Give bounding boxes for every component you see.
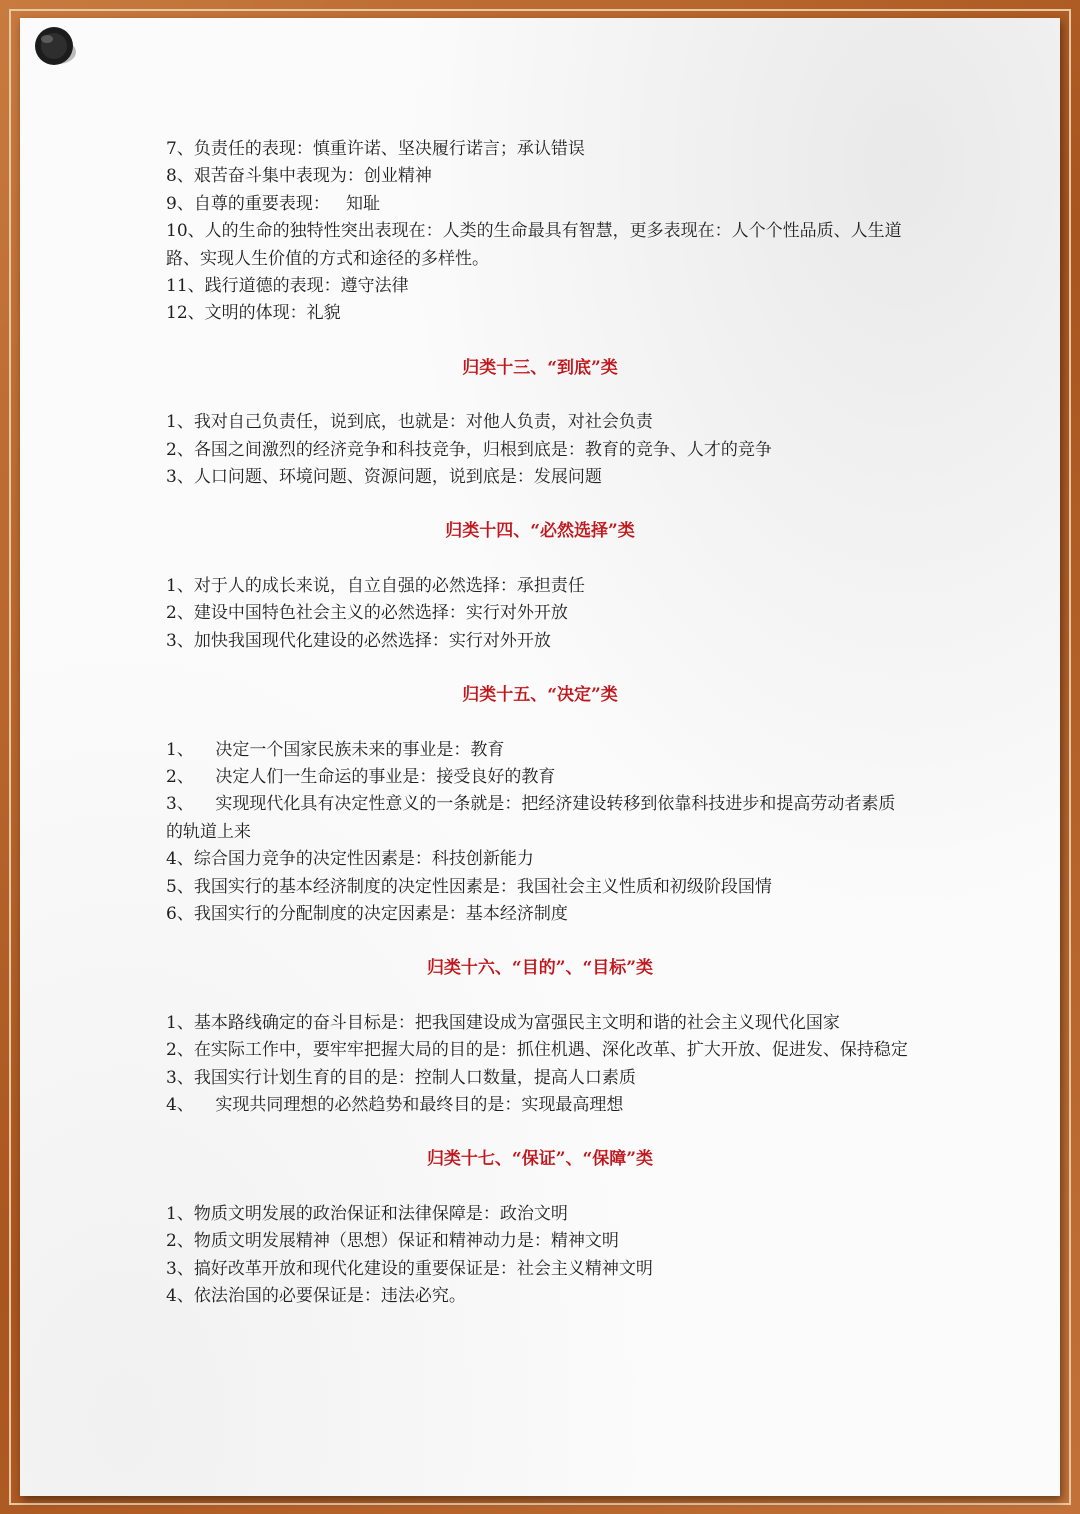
list-item: 3、我国实行计划生育的目的是：控制人口数量，提高人口素质 bbox=[166, 1067, 636, 1088]
section-heading-16: 归类十六、“目的”、“目标”类 bbox=[426, 958, 654, 979]
section-16-list bbox=[166, 1010, 926, 1120]
list-item: 2、物质文明发展精神（思想）保证和精神动力是：精神文明 bbox=[166, 1231, 619, 1252]
list-item: 10、人的生命的独特性突出表现在：人类的生命最具有智慧，更多表现在：人个个性品质、人生道路、实现人生价值的方式和途径的多样性。 bbox=[166, 221, 902, 269]
list-item: 4、综合国力竞争的决定性因素是：科技创新能力 bbox=[166, 849, 534, 870]
list-item: 3、 实现现代化具有决定性意义的一条就是：把经济建设转移到依靠科技进步和提高劳动者素质 的轨道上来 bbox=[166, 794, 918, 842]
list-item: 1、物质文明发展的政治保证和法律保障是：政治文明 bbox=[166, 1203, 568, 1224]
section-17-list bbox=[166, 1201, 926, 1311]
list-item: 12、文明的体现：礼貌 bbox=[166, 303, 341, 324]
section-14-list bbox=[166, 573, 926, 655]
list-item: 3、人口问题、环境问题、资源问题，说到底是：发展问题 bbox=[166, 467, 602, 488]
list-item: 7、负责任的表现：慎重许诺、坚决履行诺言；承认错误 bbox=[166, 139, 585, 159]
section-heading-15: 归类十五、“决定”类 bbox=[462, 685, 618, 706]
list-item: 11、践行道德的表现：遵守法律 bbox=[166, 276, 409, 297]
list-item: 1、基本路线确定的奋斗目标是：把我国建设成为富强民主文明和谐的社会主义现代化国家 bbox=[166, 1012, 840, 1033]
document-body bbox=[166, 136, 926, 1310]
list-item: 5、我国实行的基本经济制度的决定性因素是：我国社会主义性质和初级阶段国情 bbox=[166, 876, 772, 897]
list-item: 3、搞好改革开放和现代化建设的重要保证是：社会主义精神文明 bbox=[166, 1258, 653, 1279]
list-item: 1、我对自己负责任，说到底，也就是：对他人负责，对社会负责 bbox=[166, 412, 653, 433]
section-heading-17: 归类十七、“保证”、“保障”类 bbox=[426, 1149, 654, 1170]
list-item: 1、对于人的成长来说，自立自强的必然选择：承担责任 bbox=[166, 575, 585, 596]
section-heading-14: 归类十四、“必然选择”类 bbox=[445, 521, 635, 542]
section-15-list bbox=[166, 737, 926, 929]
list-item: 2、在实际工作中，要牢牢把握大局的目的是：抓住机遇、深化改革、扩大开放、促进发、保持稳定 bbox=[166, 1040, 908, 1061]
list-item: 9、自尊的重要表现： 知耻 bbox=[166, 193, 381, 214]
list-item: 2、建设中国特色社会主义的必然选择：实行对外开放 bbox=[166, 603, 568, 624]
list-item: 6、我国实行的分配制度的决定因素是：基本经济制度 bbox=[166, 903, 568, 924]
section-heading-13: 归类十三、“到底”类 bbox=[462, 357, 618, 378]
list-item: 8、艰苦奋斗集中表现为：创业精神 bbox=[166, 166, 432, 187]
section-previous-items bbox=[166, 136, 926, 328]
list-item: 2、各国之间激烈的经济竞争和科技竞争，归根到底是：教育的竞争、人才的竞争 bbox=[166, 439, 772, 460]
list-item: 4、依法治国的必要保证是：违法必究。 bbox=[166, 1286, 466, 1306]
list-item: 1、 决定一个国家民族未来的事业是：教育 bbox=[166, 739, 505, 760]
list-item: 3、加快我国现代化建设的必然选择：实行对外开放 bbox=[166, 630, 551, 651]
list-item: 4、 实现共同理想的必然趋势和最终目的是：实现最高理想 bbox=[166, 1094, 624, 1115]
section-13-list bbox=[166, 409, 926, 491]
pushpin-icon bbox=[32, 22, 80, 70]
list-item: 2、 决定人们一生命运的事业是：接受良好的教育 bbox=[166, 766, 556, 787]
